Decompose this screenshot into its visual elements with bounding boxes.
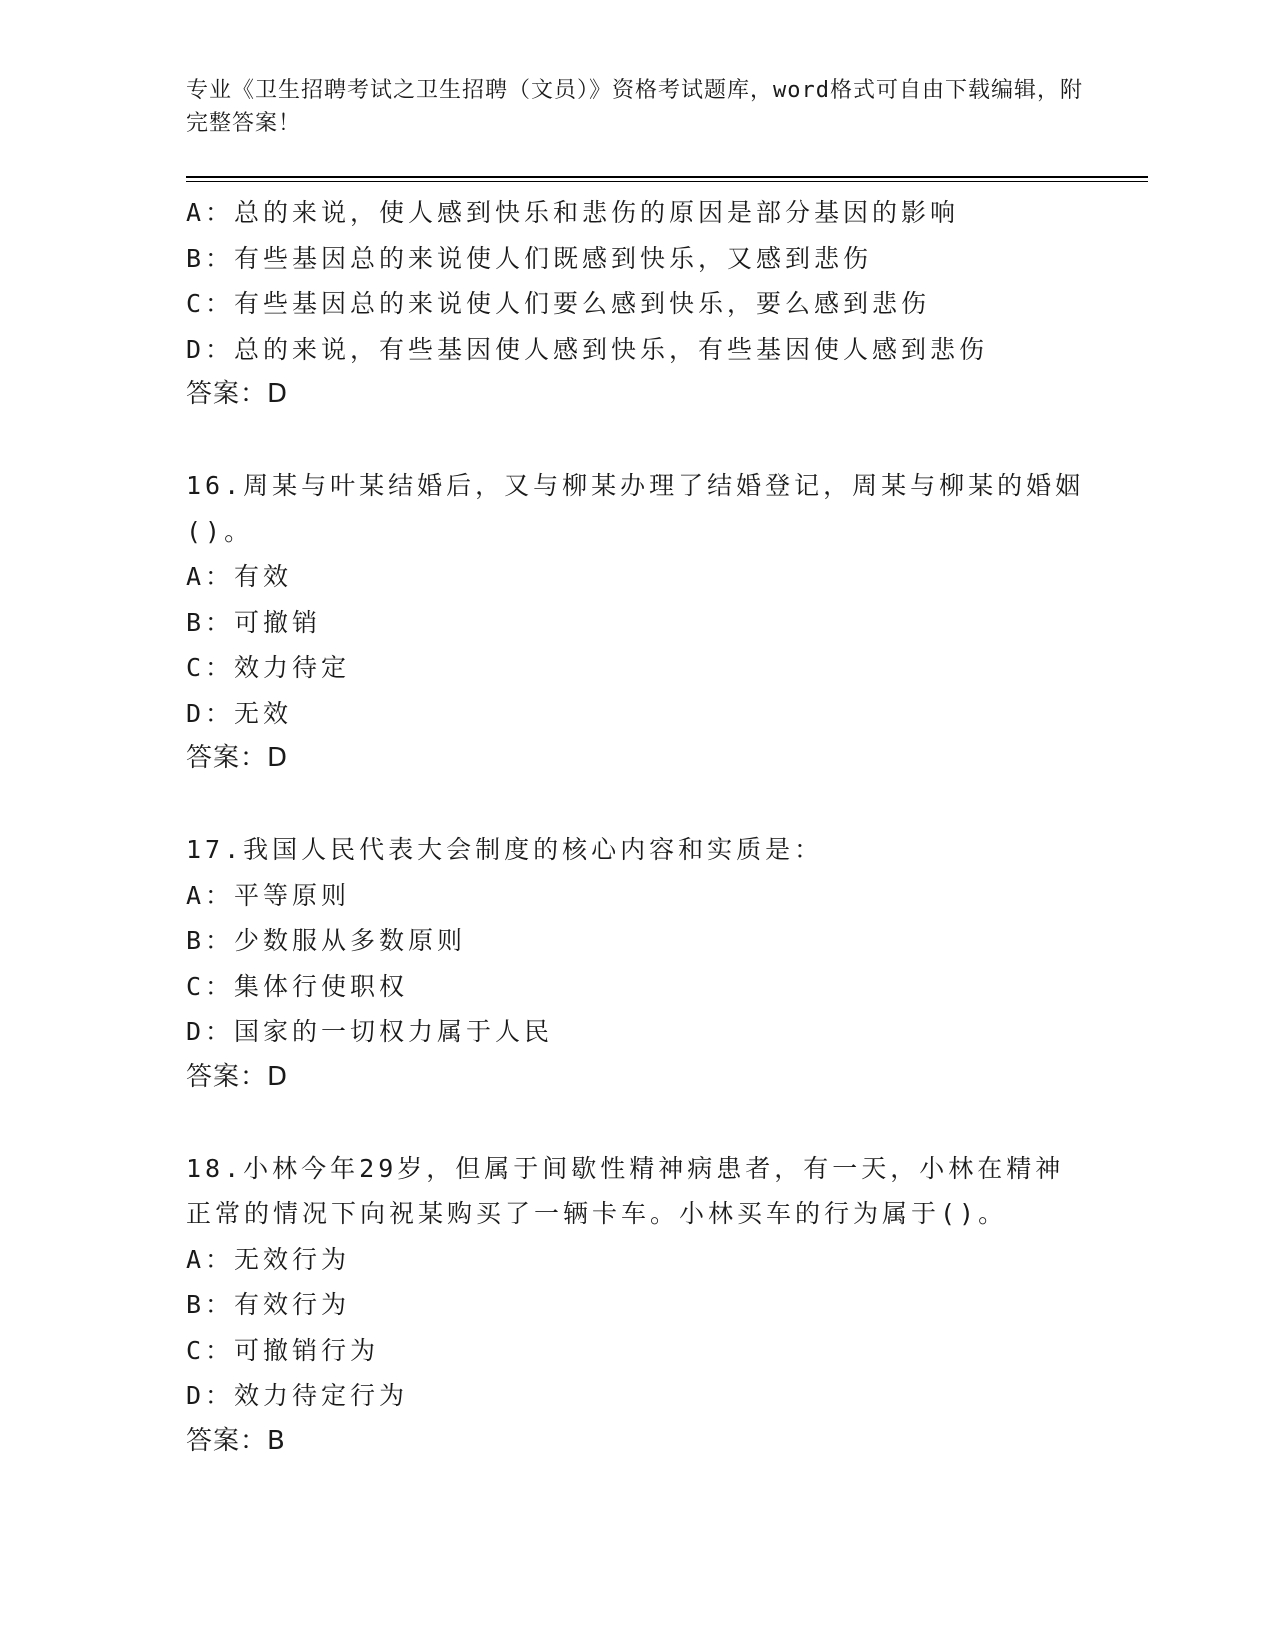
option-d: D：国家的一切权力属于人民 bbox=[186, 1017, 554, 1046]
question-block-17 bbox=[186, 827, 1086, 1100]
option-c: C：可撤销行为 bbox=[186, 1335, 380, 1365]
option-d: D：效力待定行为 bbox=[186, 1381, 409, 1410]
header-divider-thin bbox=[186, 181, 1148, 182]
option-c: C：效力待定 bbox=[186, 653, 351, 682]
question-block-18 bbox=[186, 1146, 1086, 1465]
question-text: 18.小林今年29岁，但属于间歇性精神病患者，有一天，小林在精神正常的情况下向祝某购买了一辆卡车。小林买车的行为属于()。 bbox=[186, 1153, 1065, 1228]
option-a: A：平等原则 bbox=[186, 880, 351, 910]
option-a: A：总的来说，使人感到快乐和悲伤的原因是部分基因的影响 bbox=[186, 198, 960, 227]
option-b: B：少数服从多数原则 bbox=[186, 926, 467, 955]
answer: 答案：D bbox=[186, 743, 289, 773]
question-text: 16.周某与叶某结婚后，又与柳某办理了结婚登记，周某与柳某的婚姻()。 bbox=[186, 471, 1085, 546]
answer: 答案：B bbox=[186, 1425, 286, 1456]
answer: 答案：D bbox=[186, 1061, 289, 1092]
question-text: 17.我国人民代表大会制度的核心内容和实质是： bbox=[186, 835, 824, 864]
option-b: B：有效行为 bbox=[186, 1290, 351, 1319]
option-c: C：有些基因总的来说使人们要么感到快乐，要么感到悲伤 bbox=[186, 289, 931, 318]
option-c: C：集体行使职权 bbox=[186, 971, 409, 1001]
answer: 答案：D bbox=[186, 379, 289, 409]
option-b: B：有些基因总的来说使人们既感到快乐，又感到悲伤 bbox=[186, 243, 873, 273]
document-header: 专业《卫生招聘考试之卫生招聘（文员）》资格考试题库，word格式可自由下载编辑，附完整答案！ bbox=[186, 78, 1083, 136]
header-divider-thick bbox=[186, 176, 1148, 178]
option-b: B：可撤销 bbox=[186, 607, 322, 637]
question-block-15 bbox=[186, 190, 1086, 418]
option-d: D：无效 bbox=[186, 698, 293, 728]
question-list bbox=[186, 190, 1086, 1464]
question-block-16 bbox=[186, 463, 1086, 782]
option-a: A：无效行为 bbox=[186, 1244, 351, 1274]
option-a: A：有效 bbox=[186, 562, 293, 591]
option-d: D：总的来说，有些基因使人感到快乐，有些基因使人感到悲伤 bbox=[186, 334, 989, 364]
